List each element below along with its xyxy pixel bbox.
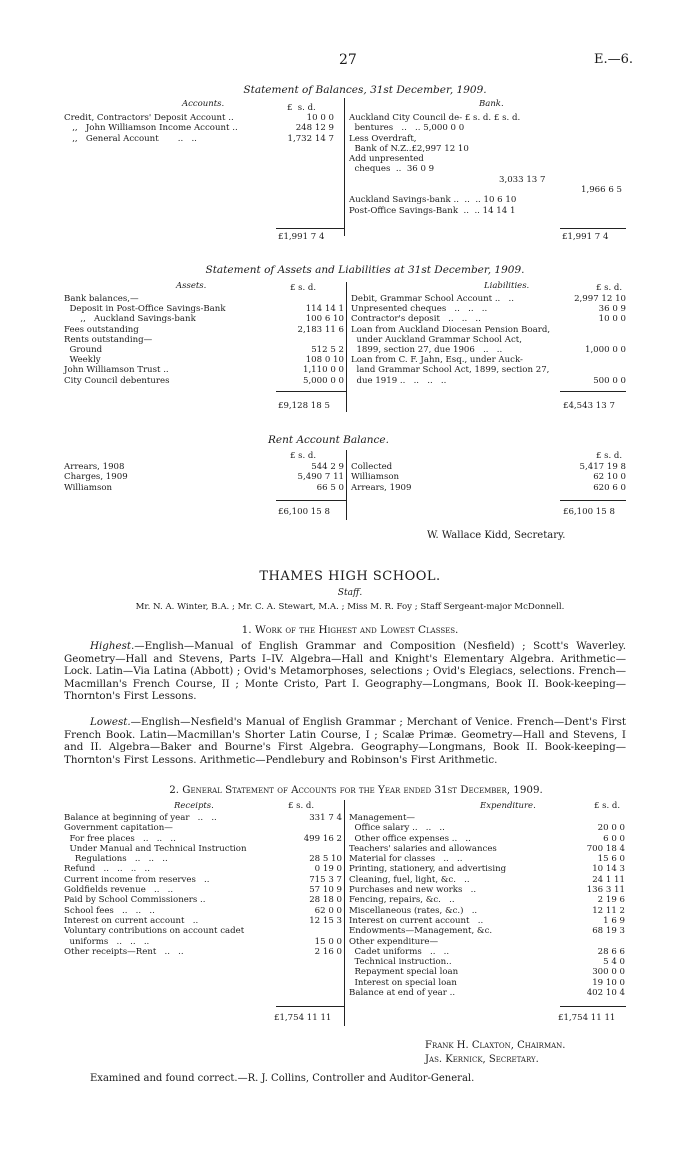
staff-label: Staff.: [337, 588, 363, 598]
expenditure-row: Repayment special loan 300 0 0: [349, 967, 625, 978]
receipts-head: Receipts.: [174, 801, 214, 811]
expenditure-row: Teachers' salaries and allowances 700 18 4: [349, 843, 625, 854]
section1-title: 1. Work of the Highest and Lowest Classes.: [241, 624, 459, 636]
balances-bank-head: Bank.: [479, 99, 504, 109]
balances-money-head: £ s. d.: [287, 103, 316, 113]
expenditure-row: Fencing, repairs, &c. .. 2 19 6: [349, 895, 625, 906]
rent-left-row: Williamson 66 5 0: [64, 482, 344, 493]
assets-row: Deposit in Post-Office Savings-Bank 114 14 1: [64, 304, 344, 315]
expenditure-row: Cadet uniforms .. .. 28 6 6: [349, 946, 625, 957]
balances-right-line: 3,033 13 7: [499, 174, 546, 185]
rent-signature: W. Wallace Kidd, Secretary.: [427, 530, 566, 541]
balances-right-list: [349, 113, 622, 216]
rent-right-list: [351, 462, 626, 493]
receipts-row: Balance at beginning of year .. .. 331 7 4: [64, 813, 342, 823]
assets-row: ,, Auckland Savings-bank 100 6 10: [64, 314, 344, 325]
rent-right-row: Arrears, 1909 620 6 0: [351, 482, 626, 493]
assets-total: £9,128 18 5: [278, 401, 330, 411]
assets-row: Ground 512 5 2: [64, 345, 344, 356]
balances-rule: [560, 228, 626, 229]
liabilities-row: 1899, section 27, due 1906 .. .. 1,000 0 0: [351, 345, 626, 356]
balances-right-line: bentures .. .. 5,000 0 0: [349, 123, 465, 134]
balances-right-line: Auckland Savings-bank .. .. .. 10 6 10: [349, 195, 517, 206]
balances-left-row: ,, John Williamson Income Account .. 248 12 9: [64, 123, 334, 134]
expenditure-row: Material for classes .. .. 15 6 0: [349, 854, 625, 865]
rent-right-row: Williamson 62 10 0: [351, 472, 626, 483]
assets-row: City Council debentures 5,000 0 0: [64, 375, 344, 386]
rent-total-left: £6,100 15 8: [278, 507, 330, 517]
balances-right-line: 1,966 6 5: [581, 185, 623, 196]
balances-total-right: £1,991 7 4: [562, 232, 609, 242]
page-number: 27: [339, 52, 357, 68]
liabilities-row: Loan from Auckland Diocesan Pension Board,: [351, 324, 551, 335]
rent-title: Rent Account Balance.: [268, 434, 389, 446]
liabilities-list: [351, 294, 626, 386]
general-rule-right: [560, 1006, 626, 1007]
expenditure-row: Endowments—Management, &c. 68 19 3: [349, 926, 625, 937]
school-heading: THAMES HIGH SCHOOL.: [259, 569, 441, 584]
receipts-row: Regulations .. .. .. 28 5 10: [64, 854, 342, 865]
assets-head: Assets.: [176, 281, 207, 291]
rent-left-row: Charges, 1909 5,490 7 11: [64, 472, 344, 483]
rent-divider: [346, 450, 347, 520]
receipts-row: Interest on current account .. 12 15 3: [64, 915, 342, 926]
expenditure-row: Purchases and new works .. 136 3 11: [349, 885, 625, 896]
balances-right-line: Add unpresented: [349, 154, 424, 165]
assets-row: Weekly 108 0 10: [64, 355, 344, 366]
expenditure-row: Management—: [349, 813, 415, 823]
receipts-row: Current income from reserves .. 715 3 7: [64, 874, 342, 885]
expenditure-row: Interest on current account .. 1 6 9: [349, 915, 625, 926]
highest-text: —English—Manual of English Grammar and Composition (Nesfield) ; Scott's Waverley. Geometry—Hall and Stevens, Parts I–IV. Algebra—Hall and Knight's Elementary Algebra. Arithmetic—Lock. Latin—Via Latina (Abbott) ; Ovid's Metamorphoses, selections ; Ovid's Elegiacs, selections. French—Macmillan's French Course, II ; Monte Cristo, Part I. Geography—Longmans, Book II. Book-keeping—Thornton's First Lessons.: [64, 640, 626, 703]
receipts-row: uniforms .. .. .. 15 0 0: [64, 936, 342, 947]
expenditure-money-head: £ s. d.: [594, 801, 621, 811]
liabilities-row: Unpresented cheques .. .. .. 36 0 9: [351, 304, 626, 315]
balances-right-line: Less Overdraft,: [349, 133, 417, 144]
expenditure-total: £1,754 11 11: [558, 1013, 616, 1023]
balances-left-row: Credit, Contractors' Deposit Account .. 10 0 0: [64, 113, 334, 123]
secretary-signature: Jas. Kernick, Secretary.: [425, 1054, 539, 1065]
general-rule: [276, 1006, 344, 1007]
rent-left-list: [64, 462, 344, 493]
expenditure-row: Other expenditure—: [349, 936, 439, 947]
assets-divider: [346, 282, 347, 412]
expenditure-row: Cleaning, fuel, light, &c. .. 24 1 11: [349, 874, 625, 885]
assets-row: Bank balances,—: [64, 294, 139, 304]
expenditure-head: Expenditure.: [480, 801, 536, 811]
balances-right-line: cheques .. 36 0 9: [349, 164, 435, 175]
examined-note: Examined and found correct.—R. J. Collins, Controller and Auditor-General.: [90, 1073, 475, 1084]
liabilities-head: Liabilities.: [484, 281, 530, 291]
rent-rule: [276, 500, 346, 501]
liabilities-row: Contractor's deposit .. .. .. 10 0 0: [351, 314, 626, 325]
balances-right-line: Auckland City Council de- £ s. d. £ s. d.: [349, 113, 521, 123]
balances-total-left: £1,991 7 4: [278, 232, 325, 242]
balances-right-line: Bank of N.Z..£2,997 12 10: [349, 143, 469, 154]
expenditure-list: [349, 813, 625, 998]
balances-rule: [276, 228, 344, 229]
rent-right-row: Collected 5,417 19 8: [351, 462, 626, 472]
general-divider: [344, 800, 345, 1026]
assets-row: Fees outstanding 2,183 11 6: [64, 324, 344, 335]
highest-paragraph: [64, 640, 626, 703]
expenditure-row: Printing, stationery, and advertising 10 14 3: [349, 864, 625, 875]
expenditure-row: Miscellaneous (rates, &c.) .. 12 11 2: [349, 905, 625, 916]
receipts-total: £1,754 11 11: [274, 1013, 332, 1023]
chairman-signature: Frank H. Claxton, Chairman.: [425, 1040, 566, 1051]
liabilities-money-head: £ s. d.: [596, 283, 623, 293]
receipts-row: Government capitation—: [64, 823, 173, 834]
liabilities-row: due 1919 .. .. .. .. 500 0 0: [351, 375, 626, 386]
expenditure-row: Balance at end of year .. 402 10 4: [349, 988, 625, 999]
assets-rule: [276, 391, 346, 392]
staff-list: Mr. N. A. Winter, B.A. ; Mr. C. A. Stewart, M.A. ; Miss M. R. Foy ; Staff Sergeant-major McDonnell.: [135, 602, 565, 612]
receipts-row: Goldfields revenue .. .. 57 10 9: [64, 885, 342, 896]
document-code: E.—6.: [594, 52, 634, 67]
receipts-row: For free places .. .. .. 499 16 2: [64, 833, 342, 844]
balances-right-line: Post-Office Savings-Bank .. .. 14 14 1: [349, 205, 516, 216]
liabilities-rule: [560, 391, 626, 392]
liabilities-row: under Auckland Grammar School Act,: [351, 334, 522, 345]
receipts-money-head: £ s. d.: [288, 801, 315, 811]
receipts-row: School fees .. .. .. 62 0 0: [64, 905, 342, 916]
liabilities-row: Loan from C. F. Jahn, Esq., under Auck-: [351, 355, 523, 366]
lowest-paragraph: [64, 716, 626, 766]
receipts-row: Under Manual and Technical Instruction: [64, 843, 247, 854]
receipts-row: Other receipts—Rent .. .. 2 16 0: [64, 946, 342, 957]
liabilities-row: Debit, Grammar School Account .. .. 2,997 12 10: [351, 294, 626, 304]
balances-accounts-head: Accounts.: [182, 99, 225, 109]
expenditure-row: Office salary .. .. .. 20 0 0: [349, 823, 625, 834]
liabilities-total: £4,543 13 7: [563, 401, 615, 411]
lowest-label: Lowest.: [90, 716, 131, 728]
receipts-row: Refund .. .. .. .. 0 19 0: [64, 864, 342, 875]
rent-total-right: £6,100 15 8: [563, 507, 615, 517]
rent-left-row: Arrears, 1908 544 2 9: [64, 462, 344, 472]
assets-row: John Williamson Trust .. 1,110 0 0: [64, 365, 344, 376]
expenditure-row: Other office expenses .. .. 6 0 0: [349, 833, 625, 844]
lowest-text: —English—Nesfield's Manual of English Grammar ; Merchant of Venice. French—Dent's First French Book. Latin—Macmillan's Shorter Latin Course, I ; Scalæ Primæ. Geometry—Hall and Stevens, I and II. Algebra—Baker and Bourne's First Algebra. Geography—Longmans, Book II. Book-keeping—Thornton's First Lessons. Arithmetic—Pendlebury and Robinson's First Arithmetic.: [64, 716, 626, 766]
receipts-list: [64, 813, 342, 957]
rent-money-head: £ s. d.: [290, 451, 317, 461]
balances-title: Statement of Balances, 31st December, 1909.: [243, 84, 487, 96]
balances-left-list: [64, 113, 334, 144]
receipts-row: Voluntary contributions on account cadet: [64, 926, 245, 937]
receipts-row: Paid by School Commissioners .. 28 18 0: [64, 895, 342, 906]
rent-rule-right: [560, 500, 626, 501]
assets-row: Rents outstanding—: [64, 334, 153, 345]
assets-title: Statement of Assets and Liabilities at 31st December, 1909.: [205, 264, 525, 276]
liabilities-row: land Grammar School Act, 1899, section 27,: [351, 365, 550, 376]
balances-divider: [344, 98, 345, 236]
rent-money-head-right: £ s. d.: [596, 451, 623, 461]
balances-left-row: ,, General Account .. .. 1,732 14 7: [64, 133, 334, 144]
expenditure-row: Interest on special loan 19 10 0: [349, 977, 625, 988]
assets-list: [64, 294, 344, 386]
assets-money-head: £ s. d.: [290, 283, 317, 293]
section2-title: 2. General Statement of Accounts for the Year ended 31st December, 1909.: [169, 784, 543, 796]
expenditure-row: Technical instruction.. 5 4 0: [349, 957, 625, 968]
highest-label: Highest.: [90, 640, 135, 652]
